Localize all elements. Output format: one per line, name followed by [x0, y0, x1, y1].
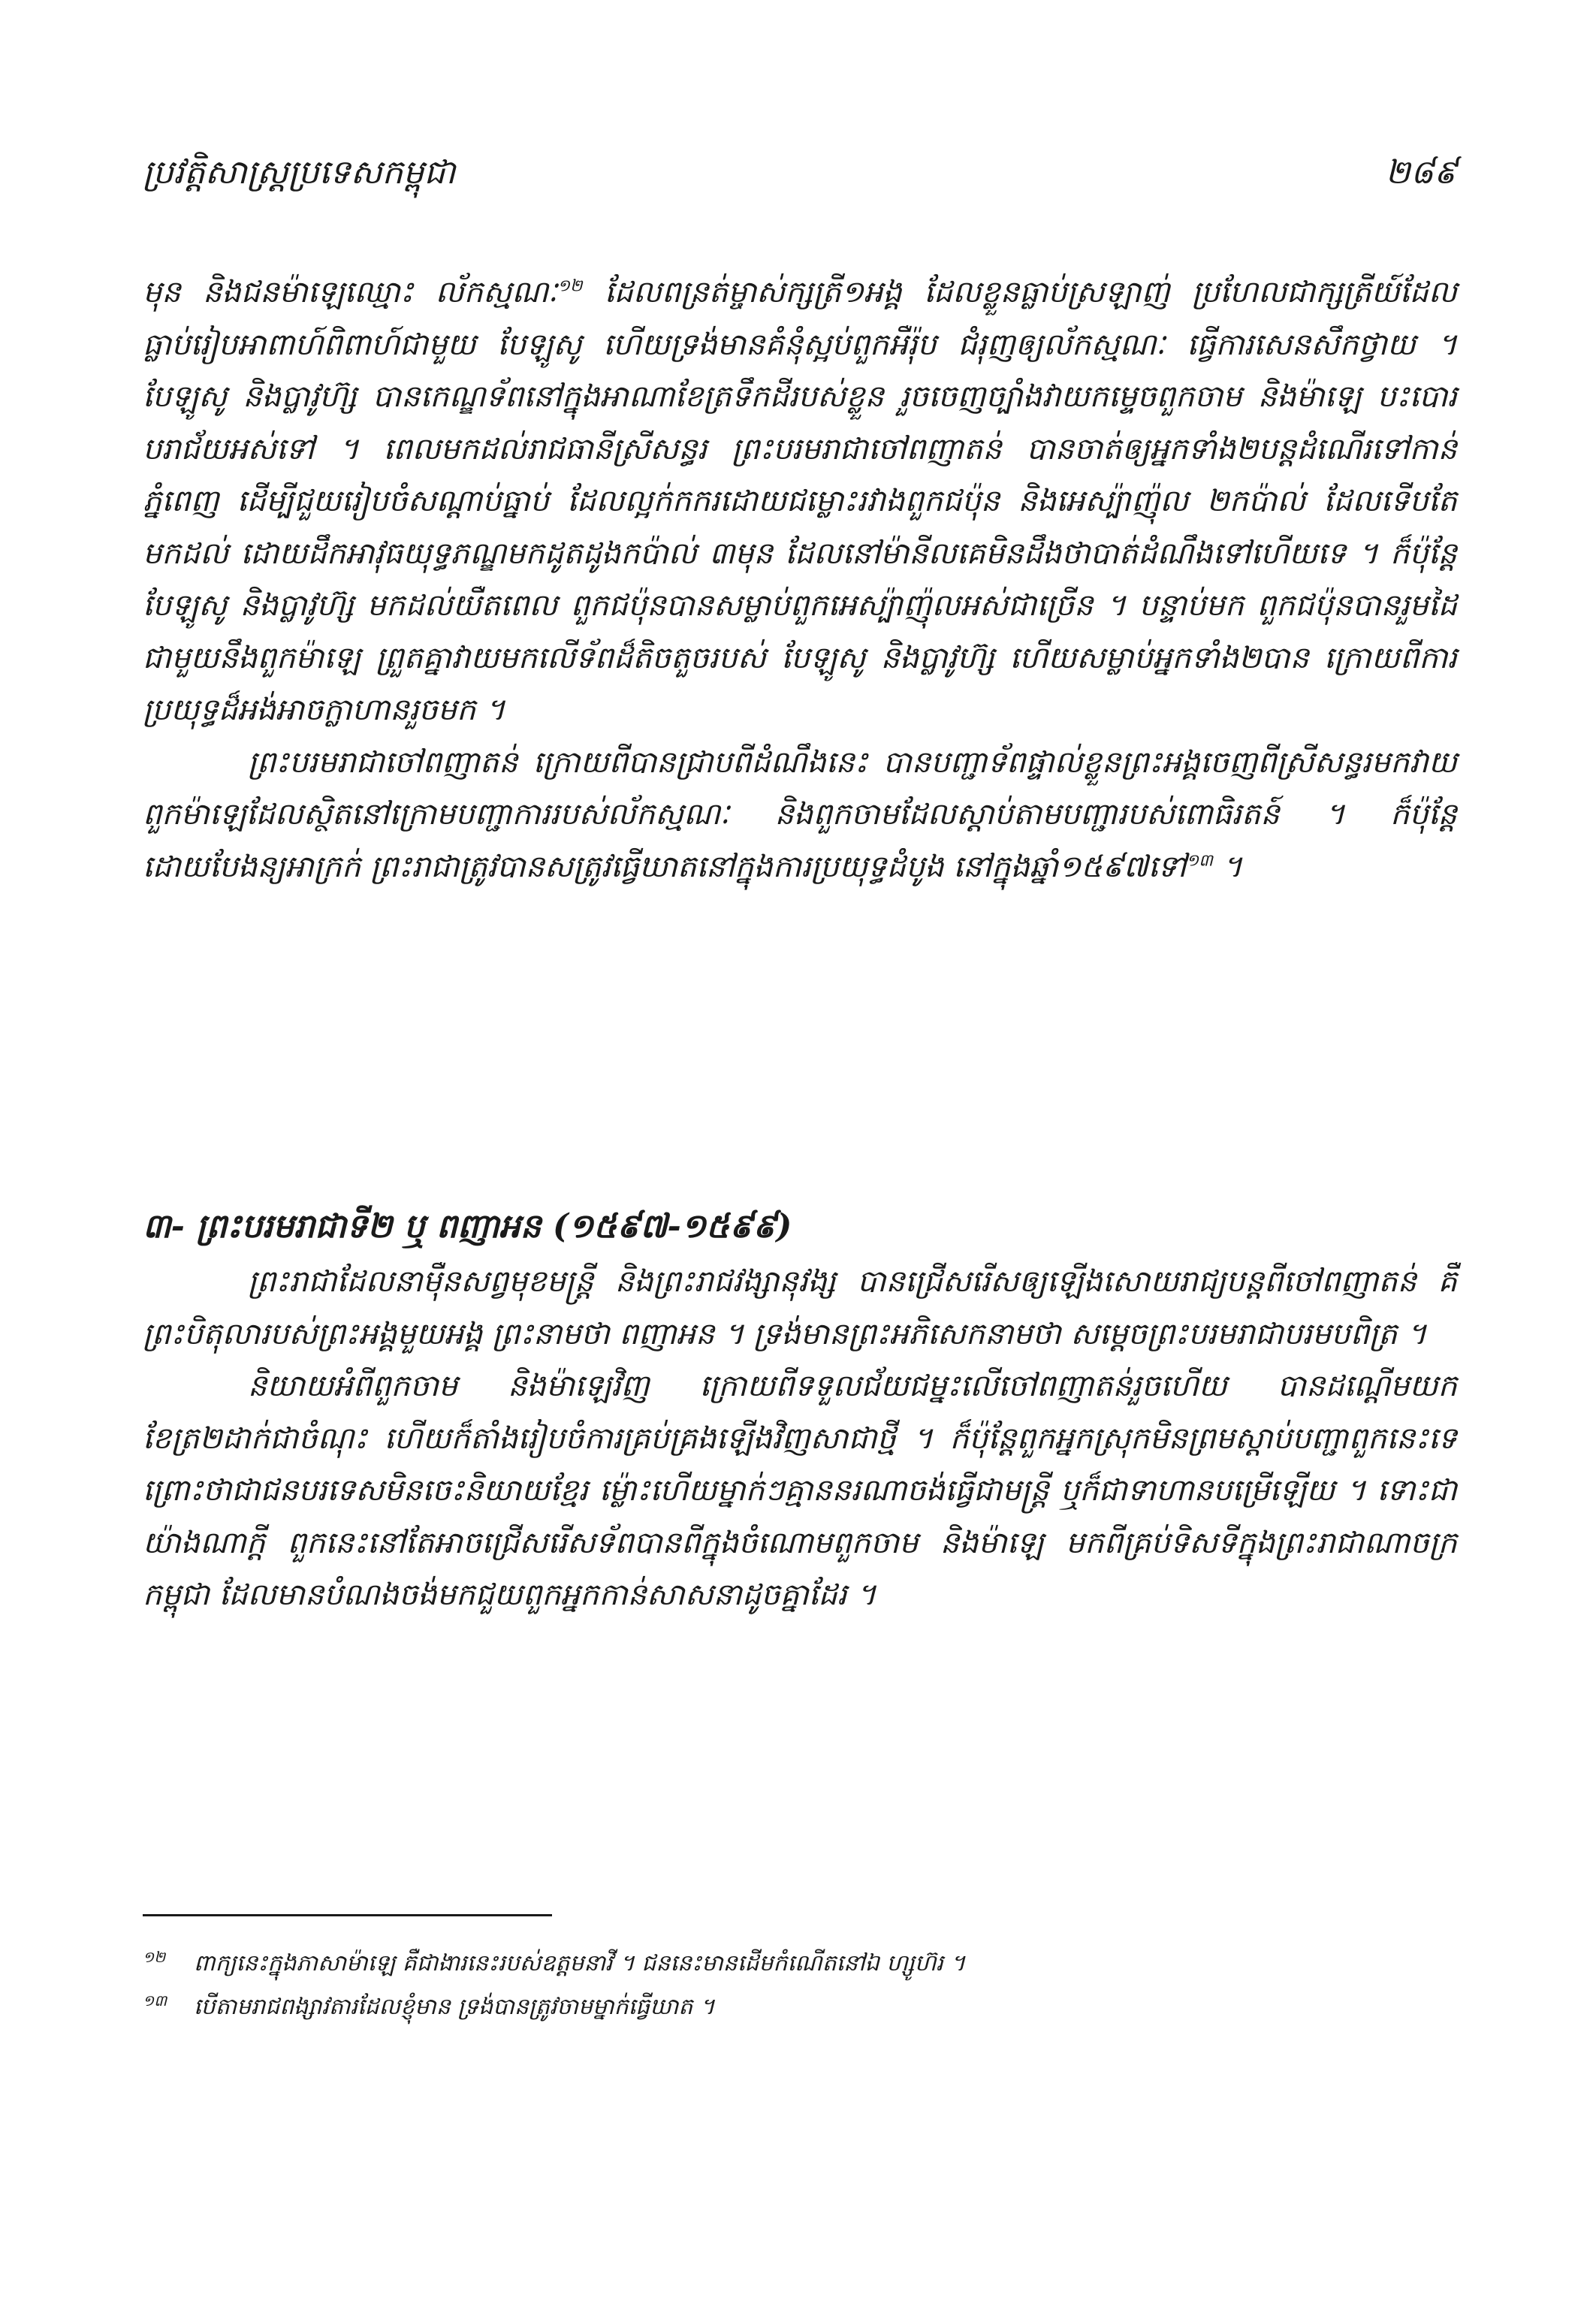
paragraph-text: ដែលពន្រត់ម្ចាស់ក្សត្រី១អង្គ ដែលខ្លួនធ្លាប់ស្រឡាញ់ ប្រហែលជាក្សត្រីយ៍ដែលធ្លាប់រៀបអាពាហ៍ពិពាហ៍ជាមួយ បែឡូសូ ហើយទ្រង់មានគំនុំស្អប់ពួកអឺរ៉ុប ជំរុញឲ្យល័កស្មណៈ ធ្វើការសេនសឹកថ្វាយ ។ បែឡូសូ និងប្លាវូហ៊្ស បានកេណ្ឌទ័ពនៅក្នុងអាណាខែត្រទឹកដីរបស់ខ្លួន រួចចេញច្បាំងវាយកម្ទេចពួកចាម និងម៉ាឡេ បះបោរបរាជ័យអស់ទៅ ។ ពេលមកដល់រាជធានីស្រីសន្ធរ ព្រះបរមរាជាចៅពញាតន់ បានចាត់ឲ្យអ្នកទាំង២បន្តដំណើរទៅកាន់ភ្នំពេញ ដើម្បីជួយរៀបចំសណ្តាប់ធ្នាប់ ដែលល្អក់កករដោយជម្លោះរវាងពួកជប៉ុន និងអេស្ប៉ាញ៉ុល ២កប៉ាល់ ដែលទើបតែមកដល់ ដោយដឹកអាវុធយុទ្ធភណ្ឌមកដូតដូងកប៉ាល់ ៣មុន ដែលនៅម៉ានីលគេមិនដឹងថាបាត់ដំណឹងទៅហើយទេ ។ ក៏ប៉ុន្តែ បែឡូសូ និងប្លាវូហ៊្ស មកដល់យឺតពេល ពួកជប៉ុនបានសម្លាប់ពួកអេស្ប៉ាញ៉ុលអស់ជាច្រើន ។ បន្ទាប់មក ពួកជប៉ុនបានរួមដៃជាមួយនឹងពួកម៉ាឡេ ព្រួតគ្នាវាយមកលើទ័ពដ៏តិចតួចរបស់ បែឡូសូ និងប្លាវូហ៊្ស ហើយសម្លាប់អ្នកទាំង២បាន ក្រោយពីការប្រយុទ្ធដ៏អង់អាចក្លាហានរួចមក ។ — [143, 275, 1457, 727]
paragraph-text: ។ — [1212, 849, 1243, 884]
page-number: ២៨៩ — [1385, 153, 1457, 192]
paragraph — [143, 267, 1457, 737]
footnote: ១៣ បើតាមរាជពង្សាវតារដែលខ្ញុំមាន ទ្រង់បានត្រូវចាមម្នាក់ធ្វើឃាត ។ — [143, 1991, 715, 2020]
footnote-text: ពាក្យនេះក្នុងភាសាម៉ាឡេ គឺជាងារនេះរបស់ឧត្តមនាវី ។ ជននេះមានដើមកំណើតនៅឯ ហ្សូហ៊រ ។ — [194, 1950, 966, 1976]
paragraph-text: មុន និងជនម៉ាឡេឈ្មោះ ល័កស្មណៈ — [143, 275, 558, 310]
section-heading: ៣- ព្រះបរមរាជាទី២ ឬ ពញាអន (១៥៩៧-១៥៩៩) — [143, 1207, 792, 1246]
paragraph: ព្រះរាជាដែលនាម៉ឺនសព្វមុខមន្ត្រី និងព្រះរាជវង្សានុវង្ស បានជ្រើសរើសឲ្យឡើងសោយរាជ្យបន្តពីចៅពញាតន់ គឺព្រះបិតុលារបស់ព្រះអង្គមួយអង្គ ព្រះនាមថា ពញាអន ។ ទ្រង់មានព្រះអភិសេកនាមថា សម្តេចព្រះបរមរាជាបរមបពិត្រ ។ — [143, 1264, 1457, 1351]
section — [143, 1200, 1457, 1622]
paragraph-text: ព្រះបរមរាជាចៅពញាតន់ ក្រោយពីបានជ្រាបពីដំណឹងនេះ បានបញ្ជាទ័ពផ្ទាល់ខ្លួនព្រះអង្គចេញពីស្រីសន្ធរមកវាយពួកម៉ាឡេដែលស្ថិតនៅក្រោមបញ្ជាការរបស់ល័កស្មណៈ និងពួកចាមដែលស្តាប់តាមបញ្ជារបស់ពោធិរតន៍ ។ ក៏ប៉ុន្តែដោយបែងន្យអាក្រក់ ព្រះរាជាត្រូវបានសត្រូវធ្វើឃាតនៅក្នុងការប្រយុទ្ធដំបូង នៅក្នុងឆ្នាំ១៥៩៧ទៅ — [143, 744, 1457, 884]
running-header — [143, 150, 1457, 210]
footnote: ១២ ពាក្យនេះក្នុងភាសាម៉ាឡេ គឺជាងារនេះរបស់ឧត្តមនាវី ។ ជននេះមានដើមកំណើតនៅឯ ហ្សូហ៊រ ។ — [143, 1948, 966, 1976]
body-text — [143, 267, 1457, 893]
running-title: ប្រវត្តិសាស្ត្រប្រទេសកម្ពុជា — [143, 153, 456, 192]
footnote-ref: ១៣ — [1186, 851, 1213, 871]
footnote-ref: ១២ — [557, 276, 583, 296]
paragraph — [143, 737, 1457, 894]
footnote-text: បើតាមរាជពង្សាវតារដែលខ្ញុំមាន ទ្រង់បានត្រូវចាមម្នាក់ធ្វើឃាត ។ — [194, 1994, 715, 2020]
footnote-divider — [143, 1914, 552, 1916]
paragraph: និយាយអំពីពួកចាម និងម៉ាឡេវិញ ក្រោយពីទទួលជ័យជម្នះលើចៅពញាតន់រួចហើយ បានដណ្តើមយកខែត្រ២ដាក់ជាចំណុះ ហើយក៏តាំងរៀបចំការគ្រប់គ្រងឡើងវិញសាជាថ្មី ។ ក៏ប៉ុន្តែពួកអ្នកស្រុកមិនព្រមស្តាប់បញ្ជាពួកនេះទេ ព្រោះថាជាជនបរទេសមិនចេះនិយាយខ្មែរ ម៉្លោះហើយម្នាក់ៗគ្មាននរណាចង់ធ្វើជាមន្ត្រី ឬក៏ជាទាហានបម្រើឡើយ ។ ទោះជាយ៉ាងណាក្តី ពួកនេះនៅតែអាចជ្រើសរើសទ័ពបានពីក្នុងចំណោមពួកចាម និងម៉ាឡេ មកពីគ្រប់ទិសទីក្នុងព្រះរាជាណាចក្រកម្ពុជា ដែលមានបំណងចង់មកជួយពួកអ្នកកាន់សាសនាដូចគ្នាដែរ ។ — [143, 1369, 1457, 1612]
footnotes — [143, 1942, 1457, 2029]
